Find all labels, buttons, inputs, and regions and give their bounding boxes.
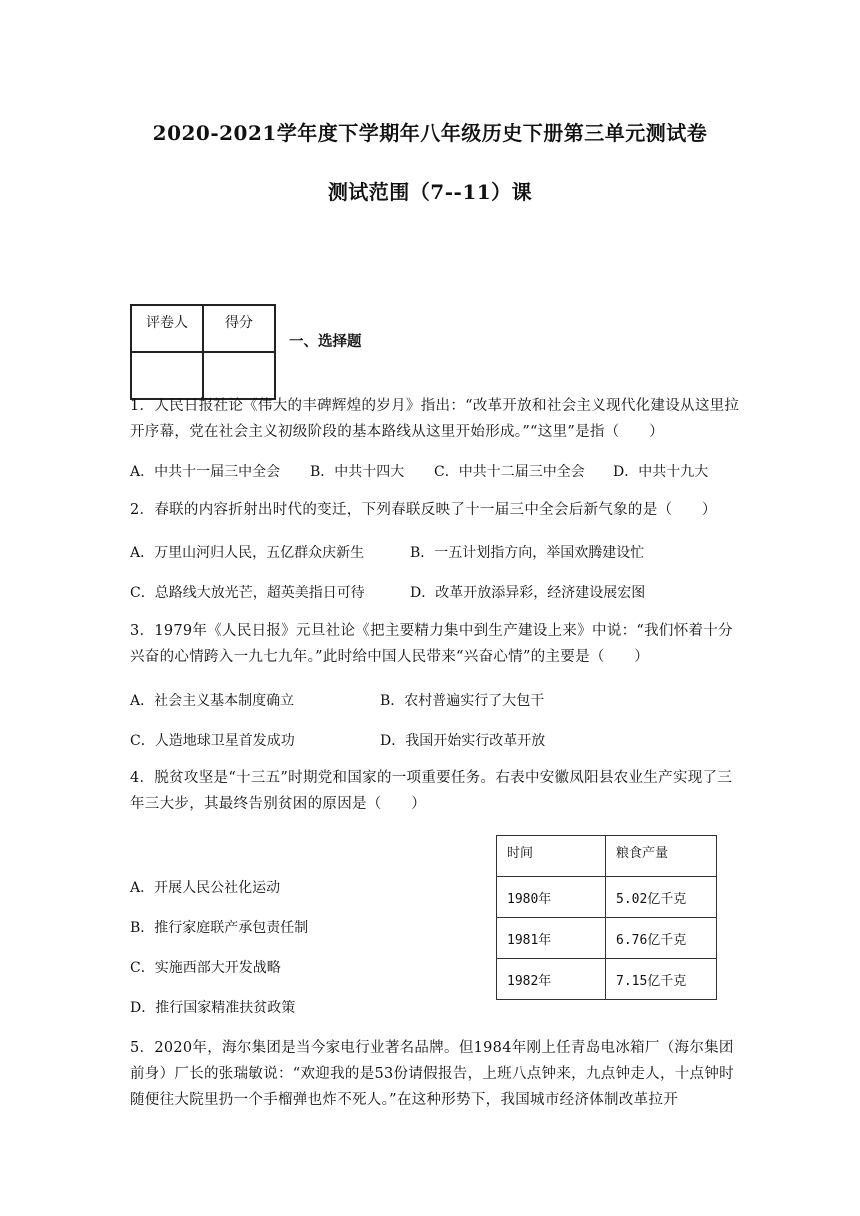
q1-option-c: C．中共十二届三中全会 bbox=[434, 464, 585, 480]
score-cell bbox=[203, 352, 275, 399]
question-4-stem: 4．脱贫攻坚是“十三五”时期党和国家的一项重要任务。右表中安徽凤阳县农业生产实现了三年三大步，其最终告别贫困的原因是（ ） bbox=[130, 770, 733, 812]
score-table bbox=[130, 304, 276, 400]
grain-output-table bbox=[496, 835, 717, 1000]
q3-option-c: C．人造地球卫星首发成功 bbox=[130, 733, 295, 749]
grain-table-header-output: 粮食产量 bbox=[606, 836, 717, 877]
page-subtitle: 测试范围（7--11）课 bbox=[327, 180, 533, 204]
grain-table-cell-output: 6.76亿千克 bbox=[606, 918, 717, 959]
q4-option-c: C．实施西部大开发战略 bbox=[130, 960, 281, 976]
q1-option-b: B．中共十四大 bbox=[310, 464, 405, 480]
question-5-stem: 5．2020年，海尔集团是当今家电行业著名品牌。但1984年刚上任青岛电冰箱厂（海尔集团前身）厂长的张瑞敏说：“欢迎我的是53份请假报告，上班八点钟来，九点钟走人，十点钟时随便往大院里扔一个手榴弹也炸不死人。”在这种形势下，我国城市经济体制改革拉开 bbox=[130, 1040, 734, 1108]
q4-option-b: B．推行家庭联产承包责任制 bbox=[130, 920, 309, 936]
q4-option-a: A．开展人民公社化运动 bbox=[130, 880, 281, 896]
grain-table-cell-year: 1982年 bbox=[497, 959, 606, 1000]
grain-table-header-year: 时间 bbox=[497, 836, 606, 877]
question-2-stem: 2．春联的内容折射出时代的变迁，下列春联反映了十一届三中全会后新气象的是（ ） bbox=[130, 502, 717, 518]
grain-table-cell-output: 7.15亿千克 bbox=[606, 959, 717, 1000]
q2-option-d: D．改革开放添异彩，经济建设展宏图 bbox=[410, 585, 646, 601]
q2-option-b: B．一五计划指方向，举国欢腾建设忙 bbox=[410, 545, 645, 561]
q1-option-d: D．中共十九大 bbox=[613, 464, 709, 480]
question-3-stem: 3．1979年《人民日报》元旦社论《把主要精力集中到生产建设上来》中说：“我们怀着十分兴奋的心情跨入一九七九年。”此时给中国人民带来“兴奋心情”的主要是（ ） bbox=[130, 623, 733, 665]
grain-table-cell-output: 5.02亿千克 bbox=[606, 877, 717, 918]
section-heading: 一、选择题 bbox=[289, 333, 362, 350]
q3-option-d: D．我国开始实行改革开放 bbox=[380, 733, 546, 749]
grader-header: 评卷人 bbox=[131, 305, 203, 352]
q2-option-a: A．万里山河归人民，五亿群众庆新生 bbox=[130, 545, 365, 561]
q3-option-a: A．社会主义基本制度确立 bbox=[130, 693, 295, 709]
q2-option-c: C．总路线大放光芒，超英美指日可待 bbox=[130, 585, 365, 601]
q1-option-a: A．中共十一届三中全会 bbox=[130, 464, 281, 480]
question-1-stem: 1．人民日报社论《伟大的丰碑辉煌的岁月》指出：“改革开放和社会主义现代化建设从这里拉开序幕，党在社会主义初级阶段的基本路线从这里开始形成。”“这里”是指（ ） bbox=[130, 398, 740, 440]
score-header: 得分 bbox=[203, 305, 275, 352]
grain-table-cell-year: 1981年 bbox=[497, 918, 606, 959]
q3-option-b: B．农村普遍实行了大包干 bbox=[380, 693, 545, 709]
grain-table-cell-year: 1980年 bbox=[497, 877, 606, 918]
q4-option-d: D．推行国家精准扶贫政策 bbox=[130, 1000, 296, 1016]
grader-cell bbox=[131, 352, 203, 399]
page-title: 2020-2021学年度下学期年八年级历史下册第三单元测试卷 bbox=[152, 121, 708, 145]
